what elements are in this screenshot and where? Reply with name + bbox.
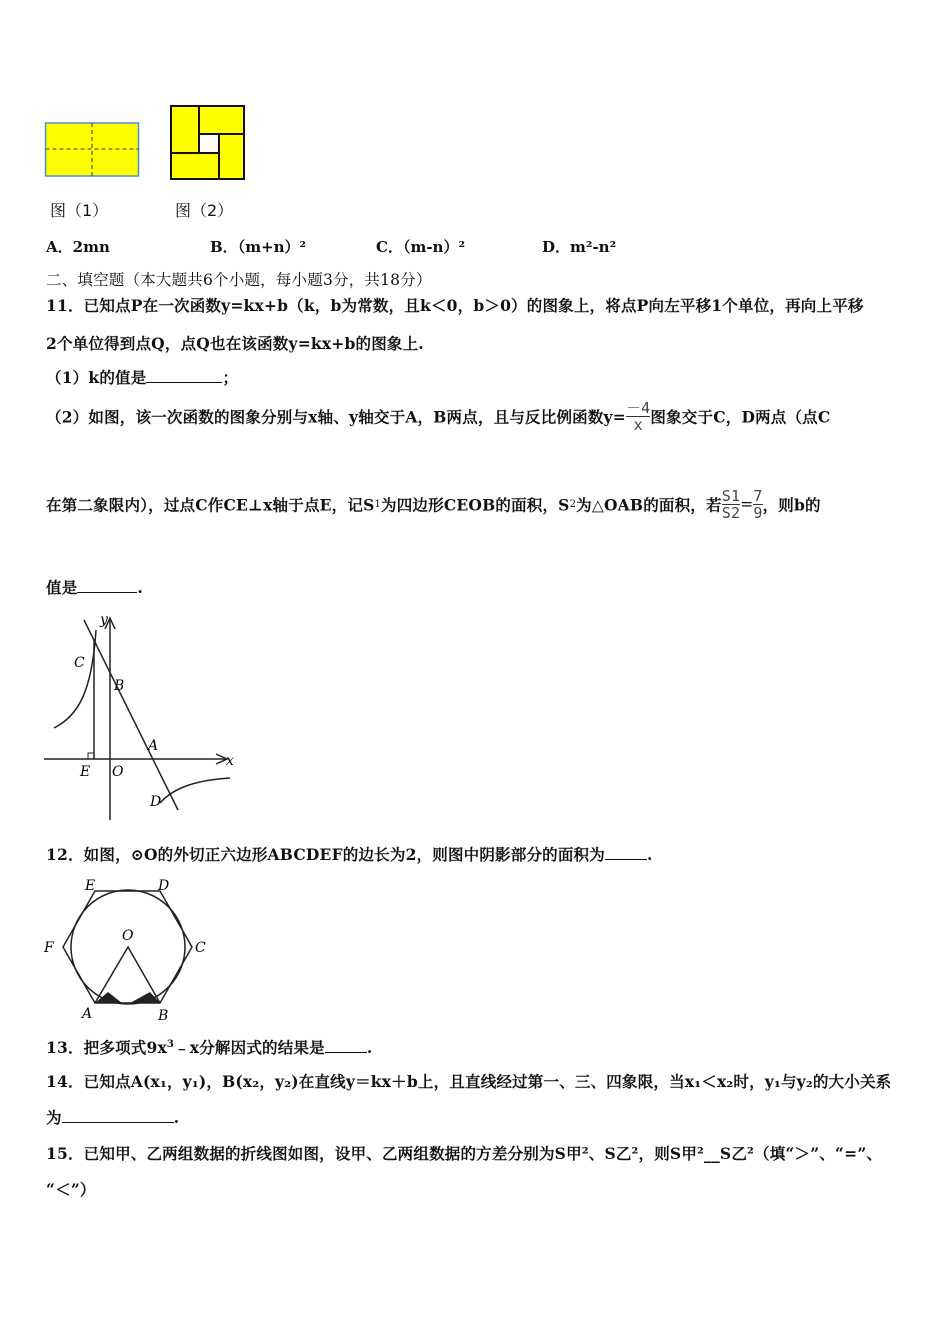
hex-label-d: D (158, 878, 170, 894)
label-d: D (150, 794, 162, 810)
hex-label-c: C (195, 940, 206, 956)
q11-part-2: （2）如图，该一次函数的图象分别与x轴、y轴交于A，B两点，且与反比例函数y= $\frac{-4}{x}$ 图象交于C，D两点（点C (46, 399, 831, 434)
q11-line-1: 11．已知点P在一次函数y=kx+b（k，b为常数，且k＜0，b＞0）的图象上，将点P向左平移1个单位，再向上平移 (46, 296, 864, 315)
q11-line-5: 值是 . (46, 578, 144, 597)
hex-label-e: E (85, 878, 96, 894)
hex-label-b: B (158, 1008, 169, 1024)
label-o: O (112, 764, 124, 780)
linear-function-line (84, 620, 178, 810)
fig2-hole (199, 134, 219, 153)
label-y: y (100, 612, 108, 628)
hex-label-a: A (82, 1006, 93, 1022)
figure-1-caption: 图（1） (50, 201, 109, 220)
option-c[interactable]: C．（m-n）² (376, 238, 466, 256)
q11-function-graph (40, 610, 240, 825)
option-b[interactable]: B．（m+n）² (210, 238, 307, 256)
figure-2-square (168, 104, 248, 182)
q14-line-1: 14．已知点A(x₁，y₁)，B(x₂，y₂)在直线y＝kx＋b上，且直线经过第一、三、四象限，当x₁＜x₂时，y₁与y₂的大小关系 (46, 1072, 892, 1091)
label-c: C (74, 655, 85, 671)
hex-label-o: O (122, 928, 134, 944)
reciprocal-function-fraction: $\frac{-4}{x}$ (625, 399, 651, 434)
area-ratio-s1-s2: $\frac{S1}{S2}$ (721, 487, 741, 522)
q11-line-4: 在第二象限内），过点C作CE⊥x轴于点E，记S1为四边形CEOB的面积，S2为△OAB的面积，若 $\frac{S1}{S2}$ = $\frac{7}{9}$ ，则b的 (46, 487, 821, 522)
label-a: A (148, 738, 159, 754)
right-angle-mark (88, 753, 94, 759)
q12-text: 12．如图，⊙O的外切正六边形ABCDEF的边长为2，则图中阴影部分的面积为 . (46, 845, 653, 864)
q13-text: 13．把多项式$9x^3﹣x$分解因式的结果是 . (46, 1038, 373, 1057)
q11-answer-blank-1[interactable] (146, 368, 222, 383)
option-d[interactable]: D．m²-n² (542, 238, 617, 256)
q14-answer-blank[interactable] (62, 1108, 174, 1123)
q15-line-2: “＜”） (46, 1180, 96, 1199)
q12-answer-blank[interactable] (605, 845, 647, 860)
figure-2-caption: 图（2） (175, 201, 234, 220)
q14-line-2: 为 . (46, 1108, 180, 1127)
q11-answer-blank-2[interactable] (77, 578, 137, 593)
label-x: x (226, 753, 234, 769)
hex-label-f: F (44, 940, 54, 956)
hyperbola-branch-4th (160, 778, 230, 803)
hyperbola-branch-2nd (54, 630, 96, 728)
q11-line-2: 2个单位得到点Q，点Q也在该函数y=kx+b的图象上. (46, 334, 424, 353)
q13-answer-blank[interactable] (325, 1038, 367, 1053)
label-e: E (80, 764, 91, 780)
figure-1-rectangle (44, 120, 142, 180)
option-a[interactable]: A．2mn (46, 238, 110, 256)
q11-part-1: （1）k的值是 ； (46, 368, 239, 387)
area-ratio-value: $\frac{7}{9}$ (753, 487, 763, 522)
q15-line-1: 15．已知甲、乙两组数据的折线图如图，设甲、乙两组数据的方差分别为S甲²、S乙²，则S甲²__S乙²（填“＞”、“=”、 (46, 1144, 883, 1163)
label-b: B (114, 678, 125, 694)
section-2-heading: 二、填空题（本大题共6个小题，每小题3分，共18分） (46, 271, 432, 289)
q12-hexagon-figure (40, 872, 220, 1024)
